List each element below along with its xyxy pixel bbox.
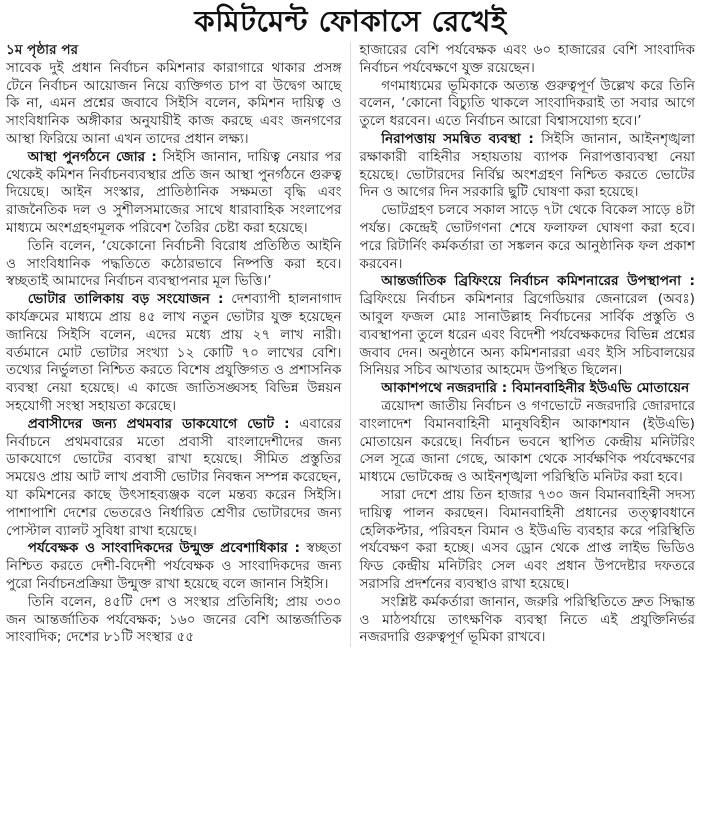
subhead: পর্যবেক্ষক ও সাংবাদিকদের উন্মুক্ত প্রবেশাধিকার : [27, 540, 300, 557]
paragraph: তিনি বলেন, ‘যেকোনো নির্বাচনী বিরোধ প্রতিষ্ঠিত আইনি ও সাংবিধানিক পদ্ধতিতে কঠোরভাবে নিষ্পত্তি করা হবে। স্বচ্ছতাই আমাদের নির্বাচন ব্যবস্থাপনার মূল ভিত্তি।’ [6, 237, 342, 290]
paragraph [6, 416, 342, 541]
paragraph: হাজারের বেশি পর্যবেক্ষক এবং ৬০ হাজারের বেশি সাংবাদিক নির্বাচন পর্যবেক্ষণে যুক্ত রয়েছেন। [359, 42, 695, 76]
article-body [0, 42, 701, 647]
paragraph [6, 540, 342, 593]
paragraph [360, 380, 696, 398]
subhead: নিরাপত্তায় সমন্বিত ব্যবস্থা : [381, 130, 534, 147]
paragraph [360, 131, 696, 202]
paragraph-text: স্বচ্ছতা নিশ্চিত করতে দেশী-বিদেশী পর্যবেক্ষক ও সাংবাদিকদের জন্য পুরো নির্বাচনপ্রক্রিয়া উন্মুক্ত রাখা হয়েছে বলে জানান সিইসি। [6, 540, 342, 592]
subhead: আস্থা পুনর্গঠনে জোর : [27, 148, 157, 165]
paragraph: ভোটগ্রহণ চলবে সকাল সাড়ে ৭টা থেকে বিকেল সাড়ে ৪টা পর্যন্ত। কেন্দ্রেই ভোটগণনা শেষে ফলাফল ঘোষণা করা হবে। পরে রিটার্নিং কর্মকর্তারা তা সঙ্কলন করে আনুষ্ঠানিক ফল প্রকাশ করবেন। [359, 202, 695, 272]
paragraph [6, 149, 342, 238]
paragraph: তিনি বলেন, ৪৫টি দেশ ও সংস্থার প্রতিনিধি; প্রায় ৩৩০ জন আন্তর্জাতিক পর্যবেক্ষক; ১৬০ জনের বেশি আন্তর্জাতিক সাংবাদিক; দেশের ৮১টি সংস্থার ৫৫ [6, 593, 342, 646]
headline: কমিটমেন্ট ফোকাসে রেখেই [194, 4, 507, 38]
subhead: আকাশপথে নজরদারি : বিমানবাহিনীর ইউএভি মোতায়েন [381, 380, 690, 397]
subhead: আন্তর্জাতিক ব্রিফিংয়ে নির্বাচন কমিশনারের উপস্থাপনা : [381, 273, 695, 290]
paragraph-text: সিইসি জানান, আইনশৃঙ্খলা রক্ষাকারী বাহিনীর সহায়তায় ব্যাপক নিরাপত্তাব্যবস্থা নেয়া হয়েছে। ভোটারদের নির্বিঘ্ন অংশগ্রহণ নিশ্চিত করতে ভোটের দিন ও আগের দিন সরকারি ছুটি ঘোষণা করা হয়েছে। [359, 130, 695, 201]
left-column [6, 42, 351, 647]
paragraph: গণমাধ্যমের ভূমিকাকে অত্যন্ত গুরুত্বপূর্ণ উল্লেখ করে তিনি বলেন, ‘কোনো বিচ্যুতি থাকলে সাংবাদিকরাই তা সবার আগে তুলে ধরবেন। এতে নির্বাচন আরো বিশ্বাসযোগ্য হবে।’ [359, 77, 695, 130]
paragraph [6, 291, 342, 416]
paragraph-text: এবারের নির্বাচনে প্রথমবারের মতো প্রবাসী বাংলাদেশীদের জন্য ডাকযোগে ভোটের ব্যবস্থা রাখা হয়েছে। সীমিত প্রস্তুতির সময়েও প্রায় আট লাখ প্রবাসী ভোটার নিবন্ধন সম্পন্ন করেছেন, যা কমিশনের কাছে উৎসাহব্যঞ্জক বলে মন্তব্য করেন সিইসি। পাশাপাশি দেশের ভেতরেও নির্ধারিত শ্রেণীর ভোটারদের জন্য পোস্টাল ব্যালট সুবিধা রাখা হয়েছে। [6, 415, 342, 539]
paragraph: সংশ্লিষ্ট কর্মকর্তারা জানান, জরুরি পরিস্থিতিতে দ্রুত সিদ্ধান্ত ও মাঠপর্যায়ে তাৎক্ষণিক ব্যবস্থা নিতে এই প্রযুক্তিনির্ভর নজরদারি গুরুত্বপূর্ণ ভূমিকা রাখবে। [359, 593, 695, 646]
continuation-kicker: ১ম পৃষ্ঠার পর [6, 42, 79, 58]
subhead: প্রবাসীদের জন্য প্রথমবার ডাকযোগে ভোট : [27, 415, 290, 432]
paragraph: সারা দেশে প্রায় তিন হাজার ৭৩০ জন বিমানবাহিনী সদস্য দায়িত্ব পালন করছেন। বিমানবাহিনী প্রধানের তত্ত্বাবধানে হেলিকপ্টার, পরিবহন বিমান ও ইউএভি ব্যবহার করে পরিস্থিতি পর্যবেক্ষণ করা হচ্ছে। এসব ড্রোন থেকে প্রাপ্ত লাইভ ভিডিও ফিড কেন্দ্রীয় মনিটরিং সেল এবং প্রধান উপদেষ্টার দফতরে সরাসরি প্রদর্শনের ব্যবস্থাও রাখা হয়েছে। [359, 486, 695, 592]
paragraph-text: ব্রিফিংয়ে নির্বাচন কমিশনার ব্রিগেডিয়ার জেনারেল (অবঃ) আবুল ফজল মোঃ সানাউল্লাহ নির্বাচনের সার্বিক প্রস্তুতি ও ব্যবস্থাপনা তুলে ধরেন এবং বিদেশী পর্যবেক্ষকদের বিভিন্ন প্রশ্নের জবাব দেন। অনুষ্ঠানে অন্য কমিশনাররা এবং ইসি সচিবালয়ের সিনিয়র সচিব আখতার আহমেদ উপস্থিত ছিলেন। [359, 291, 695, 379]
paragraph-text: দেশব্যাপী হালনাগাদ কার্যক্রমের মাধ্যমে প্রায় ৪৫ লাখ নতুন ভোটার যুক্ত হয়েছেন জানিয়ে সিইসি বলেন, এদের মধ্যে প্রায় ২৭ লাখ নারী। বর্তমানে মোট ভোটার সংখ্যা ১২ কোটি ৭০ লাখের বেশি। তথ্যের নির্ভুলতা নিশ্চিত করতে বিশেষ প্রযুক্তিগত ও প্রশাসনিক ব্যবস্থা নেয়া হয়েছে। এ কাজে জাতিসঙ্ঘসহ বিভিন্ন উন্নয়ন সহযোগী সংস্থা সহায়তা করেছে। [6, 291, 342, 414]
paragraph: সাবেক দুই প্রধান নির্বাচন কমিশনার কারাগারে থাকার প্রসঙ্গ টেনে নির্বাচন আয়োজন নিয়ে ব্যক্তিগত চাপ বা উদ্বেগ আছে কি না, এমন প্রশ্নের জবাবে সিইসি বলেন, কমিশন দায়িত্ব ও সাংবিধানিক অঙ্গীকার অনুযায়ীই কাজ করছে এবং জনগণের আস্থা ফিরিয়ে আনা এখন তাদের প্রধান লক্ষ্য। [6, 59, 342, 147]
subhead: ভোটার তালিকায় বড় সংযোজন : [27, 291, 224, 308]
paragraph [360, 273, 696, 380]
right-column [351, 42, 696, 647]
paragraph-text: সিইসি জানান, দায়িত্ব নেয়ার পর থেকেই কমিশন নির্বাচনব্যবস্থার প্রতি জন আস্থা পুনর্গঠনে গুরুত্ব দিয়েছে। আইন সংস্কার, প্রাতিষ্ঠানিক সক্ষমতা বৃদ্ধি এবং রাজনৈতিক দল ও সুশীলসমাজের সাথে ধারাবাহিক সংলাপের মাধ্যমে অংশগ্রহণমূলক পরিবেশ তৈরির চেষ্টা করা হয়েছে। [6, 148, 342, 236]
paragraph: ত্রয়োদশ জাতীয় নির্বাচন ও গণভোটে নজরদারি জোরদারে বাংলাদেশ বিমানবাহিনী মানুষবিহীন আকাশযান (ইউএভি) মোতায়েন করেছে। নির্বাচন ভবনে স্থাপিত কেন্দ্রীয় মনিটরিং সেল সূত্রে জানা গেছে, আকাশ থেকে সার্বক্ষণিক পর্যবেক্ষণের মাধ্যমে ভোটকেন্দ্র ও আইনশৃঙ্খলা পরিস্থিতি মনিটর করা হবে। [359, 397, 695, 486]
